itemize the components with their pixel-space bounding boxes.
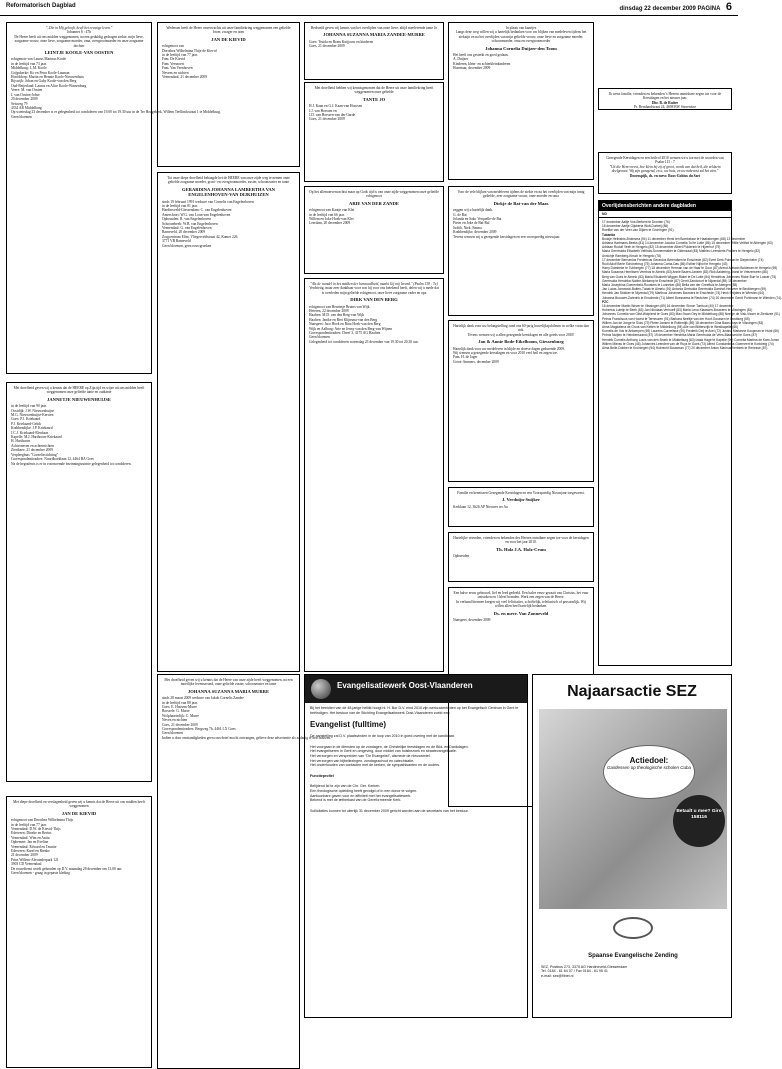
ad-profile-item: Belijdend lid te zijn van de Chr. Ger. Kerken. <box>310 784 381 789</box>
ad-title: Najaarsactie SEZ <box>567 683 697 700</box>
ad-profile-list <box>305 781 527 805</box>
notice-line: Ophuesden <box>453 554 470 559</box>
notice-line: Zierikzee, 21 december 2009 <box>11 448 53 453</box>
notice-line: Ophemert: Jan en Eveline <box>11 840 49 845</box>
notice-line: Judith, Niek, Emma <box>453 225 482 230</box>
notice-text: Voor de vele blijken van medeleven tijdens de ziekte en na het overlijden van mijn innig geliefde, zeer zorgzame vrouw, onze moeder en oma <box>457 190 585 199</box>
notice-line: Amersfoort: W.G. van Loon-van Engelenhoven <box>162 212 231 217</box>
obituary-entry: Petrus Nuijten te Heinkenszand (87) 19 december Hendrika Maria Geertruida de Vries-Blaasveld te Goes (87) <box>602 333 758 338</box>
notice-line: in de leeftijd van 77 jaar. <box>11 822 47 827</box>
notice-col3-1 <box>304 22 444 80</box>
notice-text: Met droefheid geven wij u kennis dat de HEERE op Zijn tijd en wijze uit ons midden heeft weggenomen onze geliefde tante en oudtante <box>13 386 145 395</box>
obituary-entry: Roelfke van der Veer-van Dijken te Groningen (91). <box>602 228 675 233</box>
notice-text: De Heere heeft uit ons midden weggenomen, na een geduldig gedragen ziekte, mijn lieve, zorgzame vrouw, onze lieve, zorgzame moeder, oma, overgrootmoeder en onze zorgzame dochter <box>14 34 144 48</box>
notice-line: Gelegenheid tot condoleren woensdag 23 december van 19.30 tot 20.30 uur. <box>309 339 419 344</box>
ad-task: Het voorgaan in de diensten op de zondagen, de Christelijke feestdagen en de Biid- en Dankdagen. <box>310 744 469 749</box>
notice-text: Langs deze weg willen wij u hartelijk bedanken voor uw blijken van medeleven tijdens het ziekzijn en na het overlijden van mijn geliefde vrouw, onze lieve en zorgzame moeder, schoonmoeder, oma en overgrootmoeder <box>455 30 587 44</box>
christmas-wishes-notice: Gezegende Kerstdagen en een heilvol 2010 wensen we u toe met de woorden van Psalm 115 : 7 "Uit die Hem vreest, hoe klein hij zij of groot, wordt van dat heil, die zeldzein deelgenoot. Wij zijn gezegend, en u, uw huis, en uw nakroost zal het zien." Doornspijk, ds. en mevr. Roos-Gobius du Sart <box>598 152 732 194</box>
notice-line: in de leeftijd van 66 jaar. <box>309 212 345 217</box>
notice-line: in de leeftijd van 81 jaar. <box>162 204 198 209</box>
notice-line: Rijswijk: Johan en Gaby Koole-van den Berg <box>11 79 77 84</box>
notice-line: Na de begrafenis is er in voornoemde bezinningsruimte gelegenheid tot condoleren. <box>11 461 132 466</box>
obituary-list <box>599 218 782 352</box>
obituary-entry: Hendrik Cornelis Anthony Louis van den Broek te Middelburg (83) Izaak Hage te Kapelle (90) Cornelia Martina de Kam-Jonse <box>602 337 780 342</box>
notice-line: Fam. Versnoert <box>162 61 184 66</box>
notice-col4-1 <box>448 22 594 180</box>
obituary-entry: Adriaan Rudolf Veeh te Hengelo (82) 15 december Albert Polderink te Hijverhof (79) <box>602 245 721 250</box>
notice-line: G. de Bat <box>453 212 467 217</box>
notice-text: Met droefheid geven wij u kennis dat de Heere van onze zijde heeft weggenomen, na een moeilijke levensavond, onze geliefde zuster, schoonzuster en tante <box>164 678 293 687</box>
notice-line: Kinderen, klein- en achterkleinkinderen <box>453 61 511 66</box>
ad-contact: SEZ, Postbus 273, 3370 AG Hardinxveld-Giessendam Tel. 0184 - 61 64 07 / Fax 0184 - 61 95 41 e-mail: sez@filnet.nl <box>541 965 628 978</box>
notice-name: DIRK VAN DEN BERG <box>350 297 398 303</box>
notice-line: Fam. Van Veenhoven <box>162 66 193 71</box>
obituary-entry: Boukje Helinsbis-Bruinsma (94) 11 december Henk ten Boerkelaar te Haaksbergen (68) 13 december <box>602 236 746 241</box>
notice-col4-2 <box>448 186 594 316</box>
notice-text: Op het allemonverwachtst maar op Gods tijd is van onze zijde weggenomen onze geliefde echtgenoot <box>309 190 439 199</box>
newspaper-brand: Reformatorisch Dagblad <box>6 3 76 9</box>
notice-name: Ds. en mevr. Van Zonneveld <box>493 610 549 616</box>
obituary-entry: Rudi Adolf Berie Schönebrug (75) Johanna Corba-Das (86) Esther Nijhof te Hengelo (43) <box>602 262 728 267</box>
notice-line: Hoofddorp: Martin en Hennie Koole-Nieuwenhuis <box>11 75 84 80</box>
notice-line: Indien u door omstandigheden geen rouwbrief mocht ontvangen, gelieve deze advertentie als zodanig te beschouwen. <box>162 735 332 740</box>
notice-line: Goes, 21 december 2009 <box>309 117 345 122</box>
notice-line: Hartelijk dank voor uw medeleven in blijde en droeve dagen gedurende 2009. <box>453 346 565 351</box>
obituaries-other-papers <box>598 200 782 666</box>
notice-line: Krabbendijke, december 2009 <box>453 230 497 235</box>
notice-line: Wolphaartsdijk: C. Murre <box>162 713 199 718</box>
notice-col3-3 <box>304 186 444 274</box>
notice-line: P.J. Kriekaard-Gelok <box>11 421 42 426</box>
notice-line: Correspondentieadres: Dreef 3, 4175 AG Haaften <box>309 331 381 336</box>
notice-line: Leerdam, 20 december 2009 <box>309 221 351 226</box>
obituary-entry: 16 december Martin Wezer te Vlissingen (69) 16 december Simon Tomtout (40) 17 december <box>602 304 734 309</box>
ad-profile-item: Bekend is met de ætherkast van de Gereformeerde Kerk. <box>310 798 402 803</box>
ad-task: Het verzorgen van bijbellezingen, zondagsschool en catechisatie. <box>310 758 415 763</box>
notice-name: JOHANNA SUZANNA MARIA ZANDEE-MURRE <box>323 32 425 38</box>
ad-heading: Evangelist (fulltime) <box>310 720 387 730</box>
notice-line: Middelburg: L.M. Koole <box>11 66 47 71</box>
notice-name: LEINTJE KOOLE-VAN OOSTEN <box>44 50 114 56</box>
obituary-entry: Hubertus Luteijn te Beek (63) Jan Nicolaas Verhoeff (83) Maria Lena Klaassen-Bouwens te Vlissingen (81) <box>602 308 753 313</box>
notice-col3-2 <box>304 82 444 182</box>
notice-name: Jan & Annie Bode-Eikelboom, Giessenburg <box>478 339 564 345</box>
notice-text: In verband hiermee kregen wij veel felicitaties, schriftelijk, telefonisch of persoonlijk. Wij willen allen heel hartelijk bedanken. <box>456 599 586 609</box>
notice-line: zeggen wij u hartelijk dank. <box>453 208 494 213</box>
notice-line: Veere: M. van Oosten <box>11 88 43 93</box>
obituary-entry: Maria Josephina Goerenbeld-Roosters te Lonneker (86) Bella van der Greeftuis te Abergen (58) <box>602 283 738 288</box>
notice-line: 3771 VB Barneveld <box>162 239 191 244</box>
notice-col4-4 <box>448 487 594 527</box>
notice-line: Veenendaal: Wim en Anita <box>11 835 50 840</box>
ad-goal-bubble: Actiedoel: Gastlessen op theologische scholen Cuba <box>603 745 695 799</box>
obituary-entry: 18 december Aartje Gijsberta Wolt-Durbeij (86) <box>602 224 669 229</box>
obituary-entry: Annichje Ramberg-Kirsch te Hengelo (78) <box>602 253 661 258</box>
notice-line: Seisweg 79 <box>11 101 28 106</box>
notice-line: echtgenoot van Dorothea Wilhelmina Thijs <box>11 818 73 823</box>
notice-line: Goes, 21 december 2009 <box>162 722 198 727</box>
notice-line: Fam. H. de Jager <box>453 355 478 360</box>
obituary-entry: 17 december Aaltje Vos-Berkent te Dronten (76) <box>602 220 670 224</box>
notice-col4-3 <box>448 320 594 482</box>
notice-line: Nunspeet: Jaco Hoek en Rina Hoek-van den Berg <box>309 322 381 327</box>
notice-line: M.G. Nieuwenhuijse-Kersten <box>11 413 54 418</box>
obituary-entry: Maria Susanna Henriksen Veerbos te Almelo (83) Annie Bazen-Jansen (83) Rick Aaldering-Brand te Vriezenveen (86) <box>602 270 768 275</box>
notice-line: Zorgcentrum Elim, Vliegerveldstraat 42, Kamer 226 <box>162 234 238 239</box>
ad-giro-badge: Betaalt u mee? Giro 158116 <box>673 795 725 847</box>
notice-line: echtgenoot van <box>162 44 184 49</box>
notice-line: Dorothea Wilhelmina Thijs-de Kievid <box>162 48 217 53</box>
notice-line: Oostdijk: J.W. Nieuwenhuijse <box>11 408 54 413</box>
notice-line: Neven en nichten <box>162 718 188 723</box>
notice-line: Jolanda en Sako Verquelle-de Bat <box>453 217 502 222</box>
notice-col3-4 <box>304 278 444 672</box>
notice-line: Grijpskerke: Ko en Petra Koole-Lauman <box>11 70 70 75</box>
notice-col2-1 <box>157 22 300 167</box>
evangelisatie-ad: Evangelisatiewerk Oost-Vlaanderen Bij het beeidien van de 48-jarige hellikt hoogt hi. H. Bor D.V. eind 2010 zijn werkzaamheden op het Evangelisch Centrum in Gent te beëindigen. Het bestuur van de Stichting Evangelisatiewerk Oost-Vlaanderen zoekt een Evangelist (fulltime) De aanstelling zal D.V. plaatsvinden in de loop van 2010 in goed overleg met de kandidaat. Het voorgaan in de diensten op de zondagen, de Christelijke feestdagen en de Biid- en Dankdagen. Het evangeliseren in Gent en omgeving, door middel van huisbezoek en straatevangelisatie. Het verzorgen en verspreiden van "De Evangelist", alsmede de nieuwsbrief. Het verzorgen van bijbellezingen, zondagsschool en catechisatie. Het onderhouden van contacten met de kerken, de sympathisanten en de ouders. Functieprofiel Belijdend lid te zijn van de Chr. Ger. Kerken. Een theologische opleiding heeft gevolgd of in een donor te volgen. Aantoonbare gaven voor en affiniteit met het evangelisatiewerk. Bekend is met de ætherkast van de Gereformeerde Kerk. Sollicitaties kunnen tot uiterlijk 31 december 2009 gericht worden aan de secretaris van het bestuur. <box>304 674 528 1018</box>
notice-line: Heteren, 22 december 2009 <box>309 309 349 314</box>
notice-line: Op woensdag 23 december is er gelegenheid tot condoleren van 19.00 tot 19.30 uur in de Ter Hoogekerk, Willem Teellinckstraat 1 te Middelburg. <box>11 110 221 115</box>
notice-text: Tot onze diepe droefheid behaagde het de HEERE van onze zijde weg te nemen onze geliefde zorgzame moeder, groot- en overgrootmoeder, zuster, schoonzuster en tante <box>167 176 290 185</box>
obituary-entry: Jan Lucas Jarrowski-Buiten-Tubak te Almelo (91) Antonia Gertruida Geertruida Damhof-Heuveer te Beckbergen (59) <box>602 287 767 292</box>
ad-task: Het verzorgen en verspreiden van "De Evangelist", alsmede de nieuwsbrief. <box>310 753 431 758</box>
obituary-entry: Adriana Hartmans-Beeks (81) 14 december Jacoba Cornelia Tol te Lutte (86) 15 december Willie Velthof te Albergen (63) <box>602 241 773 246</box>
obituary-entry: Hendrik Jan Stukker te Nijverdal (79) Martinus Johannes Bouwers te Enschede (74) Henk Snijders te Wierden (64) <box>602 291 764 296</box>
notice-line: Geen bloemen <box>162 731 183 736</box>
notice-name: Dirkje de Bat-van der Maas <box>493 200 549 206</box>
notice-name: JAN DE KIEVID <box>61 810 97 816</box>
obituary-entry: Harry Dambeke te Tubbergen (77) 18 december Herman van de Haar te Goor (87) Arend Adriaan Boldewen te Hengelo (69) <box>602 266 778 271</box>
notice-name: GERARDINA JOHANNA LAMBERTHA VAN ENGELENHOVEN-VAN DIJKHUIZEN <box>182 186 275 198</box>
list-title: Overlijdensberichten andere dagbladen <box>599 201 731 211</box>
ad-task-list <box>305 742 527 771</box>
notice-line: Verpleeghuis "Cornelisstichting" <box>11 452 59 457</box>
notice-line: Haaften: M.D. van den Berg-van Wijk <box>309 313 365 318</box>
notice-col4-5 <box>448 532 594 582</box>
obituary-entry: 17 december Bernardus Fredericus Gerardus Berendsen te Enschede (82) Evert Derk Polman te Diepenheim (74) <box>602 257 764 262</box>
notice-line: Haaften: Janike en Bert Klijnsma-van den Berg <box>309 317 378 322</box>
notice-text: Met diepe droefheid en verslagenheid geven wij u kennis dat de Heere uit ons midden heeft weggenomen <box>13 800 145 809</box>
notice-line: Geen bloemen <box>309 335 330 340</box>
notice-line: Barneveld, 20 december 2009 <box>162 230 206 235</box>
notice-text: Tevens wensen wij u allen gezegende kerstdagen en alle goeds voor 2010! <box>467 332 575 337</box>
notice-line: Goes, 21 december 2009 <box>309 44 345 49</box>
notice-line: echtgenoot van Kaatje van Klet <box>309 208 355 213</box>
notice-col2-3 <box>157 674 332 1069</box>
notice-line: Ederveen: Karel en Rienke <box>11 849 50 854</box>
notice-line: H. Harthoorn <box>11 439 31 444</box>
notice-line: Kapelle: M.J. Harthoorn-Kriekaard <box>11 435 62 440</box>
ad-profile-item: Een theologische opleiding heeft gevolgd of in een donor te volgen. <box>310 788 418 793</box>
ad-task: Het onderhouden van contacten met de kerken, de sympathisanten en de ouders. <box>310 763 441 768</box>
notice-line: Nunspeet, december 2009 <box>453 618 491 623</box>
notice-line: Correspondentieadres: Bergweg 7b, 4461 LX Goes <box>162 727 236 732</box>
notice-line: Tevens wensen wij u gezegende kerstdagen en een voorspoedig nieuwjaar. <box>453 234 561 239</box>
notice-line: J.D. van Horssen-van der Garde <box>309 113 356 118</box>
page-date: dinsdag 22 december 2009 PAGINA 6 <box>619 1 732 13</box>
notice-line: Goes: Truida en Bram Kuijjouw en kinderen <box>309 39 374 44</box>
notice-line: Het heeft ons gesterkt en goed gedaan. <box>453 53 509 58</box>
notice-line: Groot-Ammers, december 2009 <box>453 359 499 364</box>
obituary-entry: Petrus Franciscus van Hoorst te Terneuzen (91) Barbara Neeltje van der Hoof-Goossen te Oostburg (65) <box>602 316 750 321</box>
notice-line: 20 december 2009 <box>11 97 38 102</box>
notice-text: Wederom heeft de Heere onverwachts uit onze familiekring weggenomen een geliefde broer, zwager en oom <box>166 26 291 35</box>
notice-col1-2 <box>6 382 152 782</box>
notice-line: Geen bloemen, geen rouwgroeken <box>162 243 212 248</box>
notice-col1-3 <box>6 796 152 1068</box>
notice-name: J. Verduijn-Suijker <box>501 497 541 503</box>
notice-line: 21 december 2009 <box>11 853 38 858</box>
obituary-entry: Willem Jan de Jonge te Sluis (73) Pieter Jansen te Rotterdijk (89) 18 december Dina Baan-Buys te Vlissingen (83) <box>602 320 764 325</box>
notice-line: De rouwdienst wordt gehouden op D.V. maandag 28 december om 13.00 uur. <box>11 866 123 871</box>
notice-line: Goes: E. Hussem-Murre <box>162 705 198 710</box>
notice-text: Hartelijk dank voor uw belangstelling rond ons 60-jarig huwelijksjubileum in welke vorm dan ook. <box>453 324 589 333</box>
obituary-entry: Geertruida Hendrika Nobbe-Niekamp te Enschede (87) Gerrit Zandvoort te Nijverdal (89) 19 december <box>602 278 747 283</box>
sez-logo: Spaanse Evangelische Zending <box>541 917 725 959</box>
notice-line: Wijk en Aalburg: Arie en Jenny van den Berg-van Wijnen <box>309 326 393 331</box>
sez-ad <box>532 674 732 1018</box>
notice-line: J.C.J. Kriekaard-Elenbaas <box>11 430 49 435</box>
obituary-entry: Johanna Brouwer-Zwierink te Enschede (71) Albert Boessema te Reutchen (74) 20 december Gerrit Pohlmann te Wierden (74). <box>602 295 782 300</box>
notice-line: in de leeftijd van 88 jaar. <box>162 700 198 705</box>
notice-line: Krabbendijke: J.P. Kriekaard <box>11 426 53 431</box>
greeting-notice: Ik wens familie, vrienden en bekenden 's Heeren onmisbare zegen toe voor de Kerstdagen en het nieuwe jaar. Dhr. B. de Ruiter Pr. Bernhardstraat 24, 4698 BW Stavenisse <box>598 88 732 110</box>
ad-profile-item: Aantoonbare gaven voor en affiniteit met het evangelisatiewerk. <box>310 793 412 798</box>
notice-line: in de leeftijd van 73 jaar. <box>11 61 47 66</box>
notice-line: Veenendaal: G. van Engelenhoven <box>162 226 212 231</box>
obituary-entry: Alma Belle-Dobber te Kruiningen (94) Hubrecht Bouwman (77) 20 december Anton Marinus Verbeek te Renesse (87). <box>602 346 769 351</box>
notice-line: in de leeftijd van 77 jaar. <box>162 53 198 58</box>
notice-text: Familie en kennissen Gezegende Kerstdagen en een Voorspoedig Nieuwjaar toegewenst. <box>457 491 585 495</box>
obituary-entry: Maria Geertruida Elisabeth Velthuis-Sonnenmaker te Oldenzaal (83) Mathieu Leenderts Poelers te Hengelo (82) <box>602 249 761 254</box>
logo-ring-icon <box>613 917 653 939</box>
notice-text: Met droefheid hebben wij kennisgenomen dat de Heere uit onze familiekring heeft weggenomen onze geliefde <box>314 86 434 95</box>
notice-name: JANNETJE NIEUWENHUIJSE <box>47 396 111 402</box>
notice-line: Fam. De Kievid <box>162 57 186 62</box>
notice-line: Opheusden: R. van Engelenhoven <box>162 217 211 222</box>
notice-col2-2 <box>157 172 300 672</box>
ad-header: Evangelisatiewerk Oost-Vlaanderen <box>305 675 527 703</box>
notice-text: In plaats van kaartjes <box>505 26 537 30</box>
notice-text: Hartelijke vrienden, vrienden en bekenden des Heeren ontnibare zegen toe voor de kerstdagen en voor het jaar 2010. <box>453 536 589 545</box>
notice-line: sinds 28 maart 2009 weduwe van Jakob Cornelis Zandee <box>162 696 244 701</box>
page-header <box>0 0 738 16</box>
notice-line: Pieter en Joke de Bat-Bal <box>453 221 490 226</box>
notice-line: 4334 AR Middelburg <box>11 105 42 110</box>
globe-icon <box>311 679 331 699</box>
notice-line: Correspondentieadres: Noordhoeklaan 12, 4464 BA Goes <box>11 457 94 462</box>
obituary-entry: Tubantia <box>602 232 616 237</box>
notice-line: in de leeftijd van 90 jaar. <box>11 404 47 409</box>
notice-name: JOHANNA SUZANNA MARIA MURRE <box>187 688 270 694</box>
notice-line: J.J. van Horssen en <box>309 108 337 113</box>
notice-line: Kerklaan 12, 3626 AP Nieuwer ter Aa <box>453 504 508 509</box>
notice-line: Willem en Joke Hoek-van Klet <box>309 217 354 222</box>
notice-line: echtgenoot van Henrietje Bruins van Wijk <box>309 304 370 309</box>
notice-line: Goes: P.J. Kriekaard <box>11 417 41 422</box>
notice-name: Th. Holz J.A. Holz-Crum <box>496 546 546 552</box>
notice-line: Veenendaal, 21 december 2009 <box>162 75 207 80</box>
obituary-entry: Kornelis de Vos te Antwerpen (69) Laurens Cornelisse (90) Frederik Deij te Axel (72) Justina Marianne Koopman te Hulst (66) <box>602 329 779 334</box>
obituary-entry: Johannes Cornelia van Gilst-Wolpiend te Goes (83) Max Swan Oey te Middelburg (88) Neeltje de Visk-Visser te Zierikzee (91) <box>602 312 780 317</box>
notice-line: Geen bloemen - graag in gepaste kleding <box>11 871 70 876</box>
obituary-entry: Willem Mieras te Goes (46) Johannes Leendert van de Ruys te Goes (73) Alfred Constantinus Goerneert te Kortdreig (74) <box>602 341 774 346</box>
notice-line: 3903 CD Veenendaal <box>11 862 42 867</box>
notice-line: Oud-Beijerland: Laurus en Alice Koole-Wassenburg <box>11 83 87 88</box>
notice-name: Johanna Cornelia Duijzer-den Toom <box>485 45 557 51</box>
notice-line: Veenendaal: D.W. de Kievid-Thijs <box>11 827 61 832</box>
notice-line: Ederveen: Dineke en Bertus <box>11 831 52 836</box>
notice-text: Bedroefd geven wij kennis van het overlijden van onze lieve, altijd meelevende tante Jo <box>310 26 438 30</box>
notice-line: Hardinxveld-Giessendam: C. van Engelenhoven <box>162 208 232 213</box>
notice-name: JAN DE KIEVID <box>211 36 246 42</box>
notice-line: Schoonebeek: W.B. van Engelenhoven <box>162 221 218 226</box>
ad-task: Het evangeliseren in Gent en omgeving, door middel van huisbezoek en straatevangelisatie. <box>310 749 457 754</box>
obituary-entry: Berg van Goes te Almelo (83) Maria Elisabeth Wigger-Rakel te De Lutte (84) Hendrikus Johannes Ricke Burr te Losser (75) <box>602 274 777 279</box>
obituary-entry: PZC <box>602 299 609 304</box>
notice-text: "Als de wandel in het midden der benauwdheid, maakt Gij mij levend." (Psalm 138 : 7a) <box>310 282 438 286</box>
notice-line: A. Duijzer <box>453 57 469 62</box>
notice-line: Nevens en nichten <box>162 70 189 75</box>
notice-text: Verdrietig, maar zeer dankbaar voor wat hij voor ons betekend heeft, delen wij u mede dat is overleden mijn geliefde echtgenoot, onze lieve zorgzame vader en opa <box>309 286 439 295</box>
notice-text: Een halve eeuw gebouwd, lief en leed gedeeld. Een halve eeuw gezaait van Christus, het vuur ontstoken en 't bleef branden. Werk een zegen van de Heere. <box>453 591 589 600</box>
notice-line: J. van Oosten-Jobse <box>11 92 40 97</box>
notice-line: echtgenote van Laurus Marinus Koole <box>11 57 67 62</box>
notice-text: Johannes 6 : 47b <box>66 30 92 35</box>
notice-line: sinds 19 februari 1991 weduwe van Cornelis van Engelenhoven <box>162 199 254 204</box>
notice-line: Hoornaar, december 2009 <box>453 66 491 71</box>
obituary-entry: Anna Magdalena de Groot-van Ketten te Middelburg (94) Alie van Blittersvijk te Westkapelle (66) <box>602 325 739 330</box>
notice-line: Borssele: G. Murre <box>162 709 190 714</box>
page-number: 6 <box>725 1 732 13</box>
notice-name: ARIE VAN DER ZANDE <box>349 200 399 206</box>
notice-line: Prins Willem-Alexanderpark 121 <box>11 857 59 862</box>
notice-name: TANTE JO <box>362 96 386 102</box>
notice-line: Veenendaal: Edward en Teuntie <box>11 844 57 849</box>
notice-line: Geen bloemen <box>11 114 32 119</box>
notice-line: Achterneven en achternichten <box>11 443 54 448</box>
notice-text: "..Die in Mij gelooft, heeft het eeuwige leven." <box>45 26 113 30</box>
notice-line: Wij wensen u gezegende kerstdagen en voor 2010 veel heil en zegen toe. <box>453 351 558 356</box>
notice-line: H.J. Kaan en G.J. Kaan-van Hoorsen <box>309 104 363 109</box>
list-section-nd: ND <box>599 211 731 218</box>
